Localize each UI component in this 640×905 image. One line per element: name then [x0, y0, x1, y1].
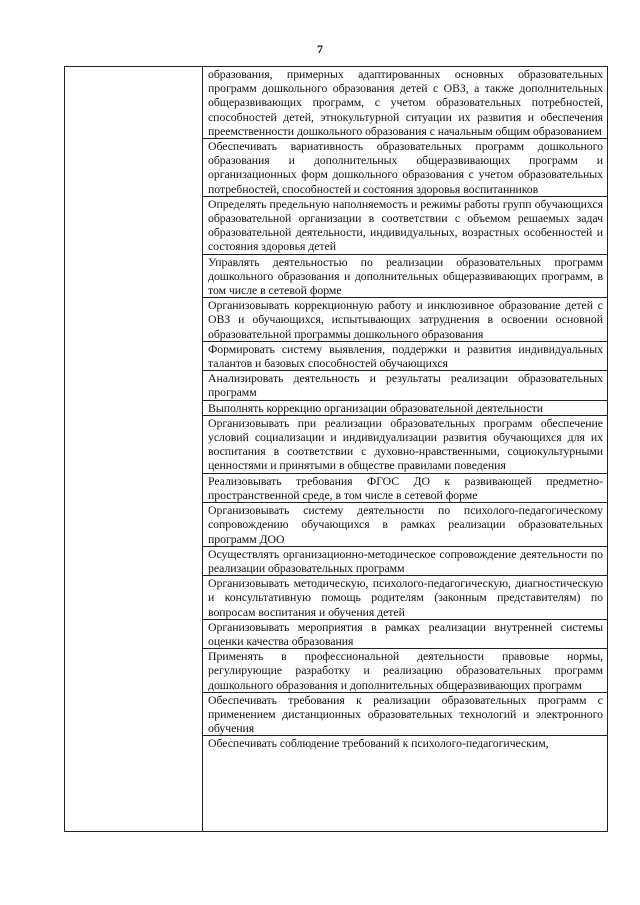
table-left-column	[65, 67, 203, 832]
table-right-column	[203, 67, 608, 832]
table-row-text: Применять в профессиональной деятельности правовые нормы, регулирующие разработку и реализацию образовательных программ дошкольного образования и дополнительных общеразвивающих программ	[203, 648, 607, 692]
table-row-text: Организовывать мероприятия в рамках реализации внутренней системы оценки качества образования	[203, 619, 607, 648]
table-row-text: Обеспечивать вариативность образовательных программ дошкольного образования и дополнительных общеразвивающих программ и организационных форм дошкольного образования с учетом образовательных потребностей, способностей и состояния здоровья воспитанников	[203, 138, 607, 196]
table-row-text: Организовывать при реализации образовательных программ обеспечение условий социализации и индивидуализации развития обучающихся для их воспитания в соответствии с духовно-нравственными, социокультурными ценностями и принятыми в обществе правилами поведения	[203, 415, 607, 473]
table-row-text: Организовывать коррекционную работу и инклюзивное образование детей с ОВЗ и обучающихся, испытывающих затруднения в освоении основной образовательной программы дошкольного образования	[203, 297, 607, 341]
table-row-text: Обеспечивать соблюдение требований к психолого-педагогическим,	[203, 735, 607, 750]
table-row-text: Управлять деятельностью по реализации образовательных программ дошкольного образования и дополнительных общеразвивающих программ, в том числе в сетевой форме	[203, 254, 607, 298]
table-row-text: Осуществлять организационно-методическое сопровождение деятельности по реализации образовательных программ	[203, 546, 607, 575]
table-row	[65, 67, 608, 832]
table-row-text: Реализовывать требования ФГОС ДО к развивающей предметно-пространственной среде, в том числе в сетевой форме	[203, 473, 607, 502]
table-row-text: Определять предельную наполняемость и режимы работы групп обучающихся образовательной организации в соответствии с объемом решаемых задач образовательной деятельности, индивидуальных, возрастных особенностей и состояния здоровья детей	[203, 196, 607, 254]
table-continuation-space	[203, 751, 607, 831]
table-row-text: образования, примерных адаптированных основных образовательных программ дошкольного образования детей с ОВЗ, а также дополнительных общеразвивающих программ, с учетом образовательных потребностей, способностей детей, этнокультурной ситуации их развития и обеспечения преемственности дошкольного образования с начальным общим образованием	[208, 67, 603, 138]
table-row-text: Формировать систему выявления, поддержки и развития индивидуальных талантов и базовых способностей обучающихся	[203, 341, 607, 370]
table-row-text: Организовывать систему деятельности по психолого-педагогическому сопровождению обучающихся в рамках реализации образовательных программ ДОО	[203, 502, 607, 546]
page-number: 7	[317, 42, 323, 56]
table-row-text: Обеспечивать требования к реализации образовательных программ с применением дистанционных образовательных технологий и электронного обучения	[203, 692, 607, 736]
table-row-text: Выполнять коррекцию организации образовательной деятельности	[203, 400, 607, 415]
table-row-text: Организовывать методическую, психолого-педагогическую, диагностическую и консультативную помощь родителям (законным представителям) по вопросам воспитания и обучения детей	[203, 575, 607, 619]
table-row-text: Анализировать деятельность и результаты реализации образовательных программ	[203, 370, 607, 399]
skills-table	[64, 66, 608, 832]
